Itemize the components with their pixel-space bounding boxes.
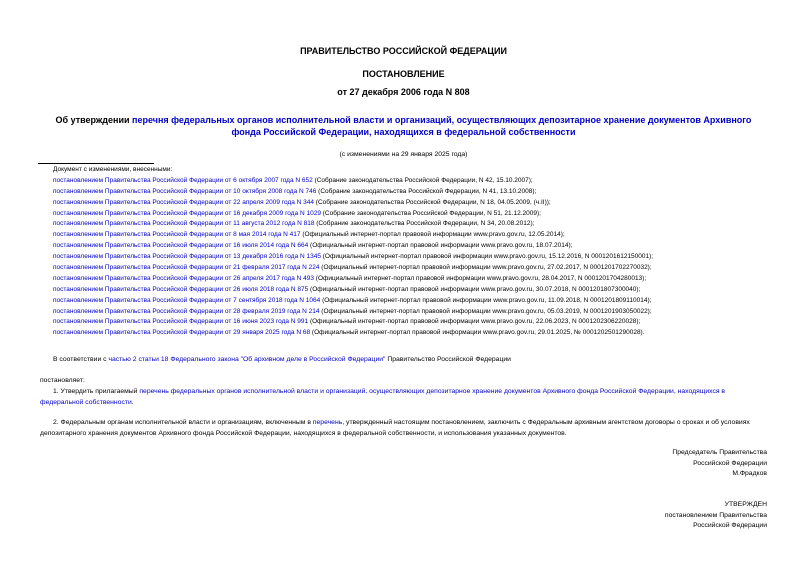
- change-source: (Официальный интернет-портал правовой информации www.pravo.gov.ru, 29.01.2025, № 0001202501290028).: [310, 329, 645, 337]
- change-source: (Официальный интернет-портал правовой информации www.pravo.gov.ru, 22.06.2023, N 0001202306220028);: [308, 318, 641, 326]
- editions-note: (с изменениями на 29 января 2025 года): [339, 151, 468, 158]
- change-source: (Официальный интернет-портал правовой информации www.pravo.gov.ru, 30.07.2018, N 0001201807300040);: [308, 285, 641, 293]
- document-type: ПОСТАНОВЛЕНИЕ: [362, 69, 445, 79]
- change-link[interactable]: постановлением Правительства Российской Федерации от 6 октября 2007 года N 652: [53, 176, 313, 184]
- document-title: [40, 114, 767, 138]
- change-source: (Официальный интернет-портал правовой информации www.pravo.gov.ru, 05.03.2019, N 0001201903050022);: [319, 307, 652, 315]
- divider: [38, 163, 154, 164]
- change-item: [53, 274, 793, 285]
- change-item: [53, 263, 793, 274]
- change-item: [53, 187, 793, 198]
- item-2-prefix: 2. Федеральным органам исполнительной власти и организациям, включенным в: [53, 419, 313, 426]
- change-item: [53, 307, 793, 318]
- change-rows: [53, 176, 793, 337]
- item-1: [40, 387, 768, 409]
- title-link[interactable]: перечня федеральных органов исполнительной власти и организаций, осуществляющих депозитарное хранение документов Архивного фонда Российской Федерации, находящихся в федеральной собственности: [132, 115, 752, 137]
- change-source: (Официальный интернет-портал правовой информации www.pravo.gov.ru, 11.09.2018, N 0001201809110014);: [320, 296, 652, 304]
- decides-text: постановляет:: [40, 377, 85, 384]
- change-source: (Официальный интернет-портал правовой информации www.pravo.gov.ru, 12.05.2014);: [300, 231, 565, 239]
- change-item: [53, 241, 793, 252]
- approved-by: постановлением Правительства: [664, 511, 767, 519]
- change-source: (Собрание законодательства Российской Федерации, N 51, 21.12.2009);: [320, 209, 541, 217]
- change-source: (Собрание законодательства Российской Федерации, N 42, 15.10.2007);: [312, 176, 533, 184]
- preamble-prefix: В соответствии с: [53, 356, 109, 363]
- item-1-suffix: .: [131, 398, 134, 406]
- approved-title: УТВЕРЖДЕН: [724, 501, 767, 508]
- change-link[interactable]: постановлением Правительства Российской Федерации от 26 апреля 2017 года N 493: [53, 274, 314, 282]
- change-item: [53, 285, 793, 296]
- change-link[interactable]: постановлением Правительства Российской Федерации от 7 сентября 2018 года N 1064: [53, 296, 321, 304]
- change-source: (Официальный интернет-портал правовой информации www.pravo.gov.ru, 18.07.2014);: [308, 242, 573, 250]
- change-source: (Собрание законодательства Российской Федерации, N 41, 13.10.2008);: [316, 187, 537, 195]
- change-link[interactable]: постановлением Правительства Российской Федерации от 28 февраля 2019 года N 214: [53, 307, 320, 315]
- changes-list: [53, 165, 793, 337]
- item-2-list-link[interactable]: перечень: [312, 419, 343, 426]
- change-source: (Собрание законодательства Российской Федерации, N 34, 20.08.2012);: [314, 220, 535, 228]
- item-2: [40, 418, 768, 440]
- preamble-suffix: Правительство Российской Федерации: [385, 356, 511, 363]
- change-source: (Официальный интернет-портал правовой информации www.pravo.gov.ru, 27.02.2017, N 0001201702270032);: [319, 264, 652, 272]
- change-link[interactable]: постановлением Правительства Российской Федерации от 10 октября 2008 года N 746: [53, 187, 317, 195]
- change-source: (Официальный интернет-портал правовой информации www.pravo.gov.ru, 15.12.2016, N 0001201612150001);: [320, 253, 654, 261]
- change-item: [53, 198, 793, 209]
- change-item: [53, 219, 793, 230]
- approved-block: [665, 500, 767, 532]
- change-link[interactable]: постановлением Правительства Российской Федерации от 16 июня 2023 года N 991: [53, 318, 309, 326]
- change-link[interactable]: постановлением Правительства Российской Федерации от 26 июля 2018 года N 875: [53, 285, 309, 293]
- item-1-prefix: 1. Утвердить прилагаемый: [53, 388, 140, 395]
- change-item: [53, 328, 793, 339]
- change-link[interactable]: постановлением Правительства Российской Федерации от 22 апреля 2009 года N 344: [53, 198, 314, 206]
- change-item: [53, 176, 793, 187]
- item-2-suffix: , утвержденный настоящим постановлением, заключить с Федеральным архивным агентством договоры о сроках и об условиях депозитарного хранения документов Архивного фонда Российской Федерации, находящихся в федеральной собственности, и использования указанных документов.: [40, 419, 750, 437]
- signature-position: Председатель Правительства: [672, 449, 767, 456]
- change-link[interactable]: постановлением Правительства Российской Федерации от 13 декабря 2016 года N 1345: [53, 253, 321, 261]
- change-source: (Официальный интернет-портал правовой информации www.pravo.gov.ru, 28.04.2017, N 0001201704280013);: [314, 274, 647, 282]
- change-item: [53, 252, 793, 263]
- document-date-number: от 27 декабря 2006 года N 808: [337, 87, 470, 97]
- change-item: [53, 296, 793, 307]
- change-link[interactable]: постановлением Правительства Российской Федерации от 21 февраля 2017 года N 224: [53, 264, 320, 272]
- approved-org: Российской Федерации: [693, 522, 767, 529]
- government-heading: ПРАВИТЕЛЬСТВО РОССИЙСКОЙ ФЕДЕРАЦИИ: [300, 46, 507, 56]
- change-item: [53, 209, 793, 220]
- change-link[interactable]: постановлением Правительства Российской Федерации от 16 декабря 2009 года N 1029: [53, 209, 321, 217]
- change-source: (Собрание законодательства Российской Федерации, N 18, 04.05.2009, (ч.II));: [314, 198, 551, 206]
- change-item: [53, 230, 793, 241]
- change-link[interactable]: постановлением Правительства Российской Федерации от 29 января 2025 года N 68: [53, 329, 311, 337]
- change-item: [53, 317, 793, 328]
- signature-name: М.Фрадков: [732, 470, 767, 477]
- change-link[interactable]: постановлением Правительства Российской Федерации от 8 мая 2014 года N 417: [53, 231, 301, 239]
- item-1-list-link[interactable]: перечень федеральных органов исполнительной власти и организаций, осуществляющих депозитарное хранение документов Архивного фонда Российской Федерации, находящихся в федеральной собственности: [40, 388, 726, 406]
- preamble-law-link[interactable]: частью 2 статьи 18 Федерального закона "Об архивном деле в Российской Федерации": [108, 356, 386, 363]
- signature-block: [672, 448, 767, 480]
- signature-org: Российской Федерации: [693, 459, 767, 467]
- title-prefix: Об утверждении: [55, 115, 133, 125]
- changes-intro: Документ с изменениями, внесенными:: [53, 166, 173, 173]
- preamble: [53, 355, 781, 366]
- change-link[interactable]: постановлением Правительства Российской Федерации от 16 июля 2014 года N 664: [53, 242, 309, 250]
- change-link[interactable]: постановлением Правительства Российской Федерации от 11 августа 2012 года N 818: [53, 220, 315, 228]
